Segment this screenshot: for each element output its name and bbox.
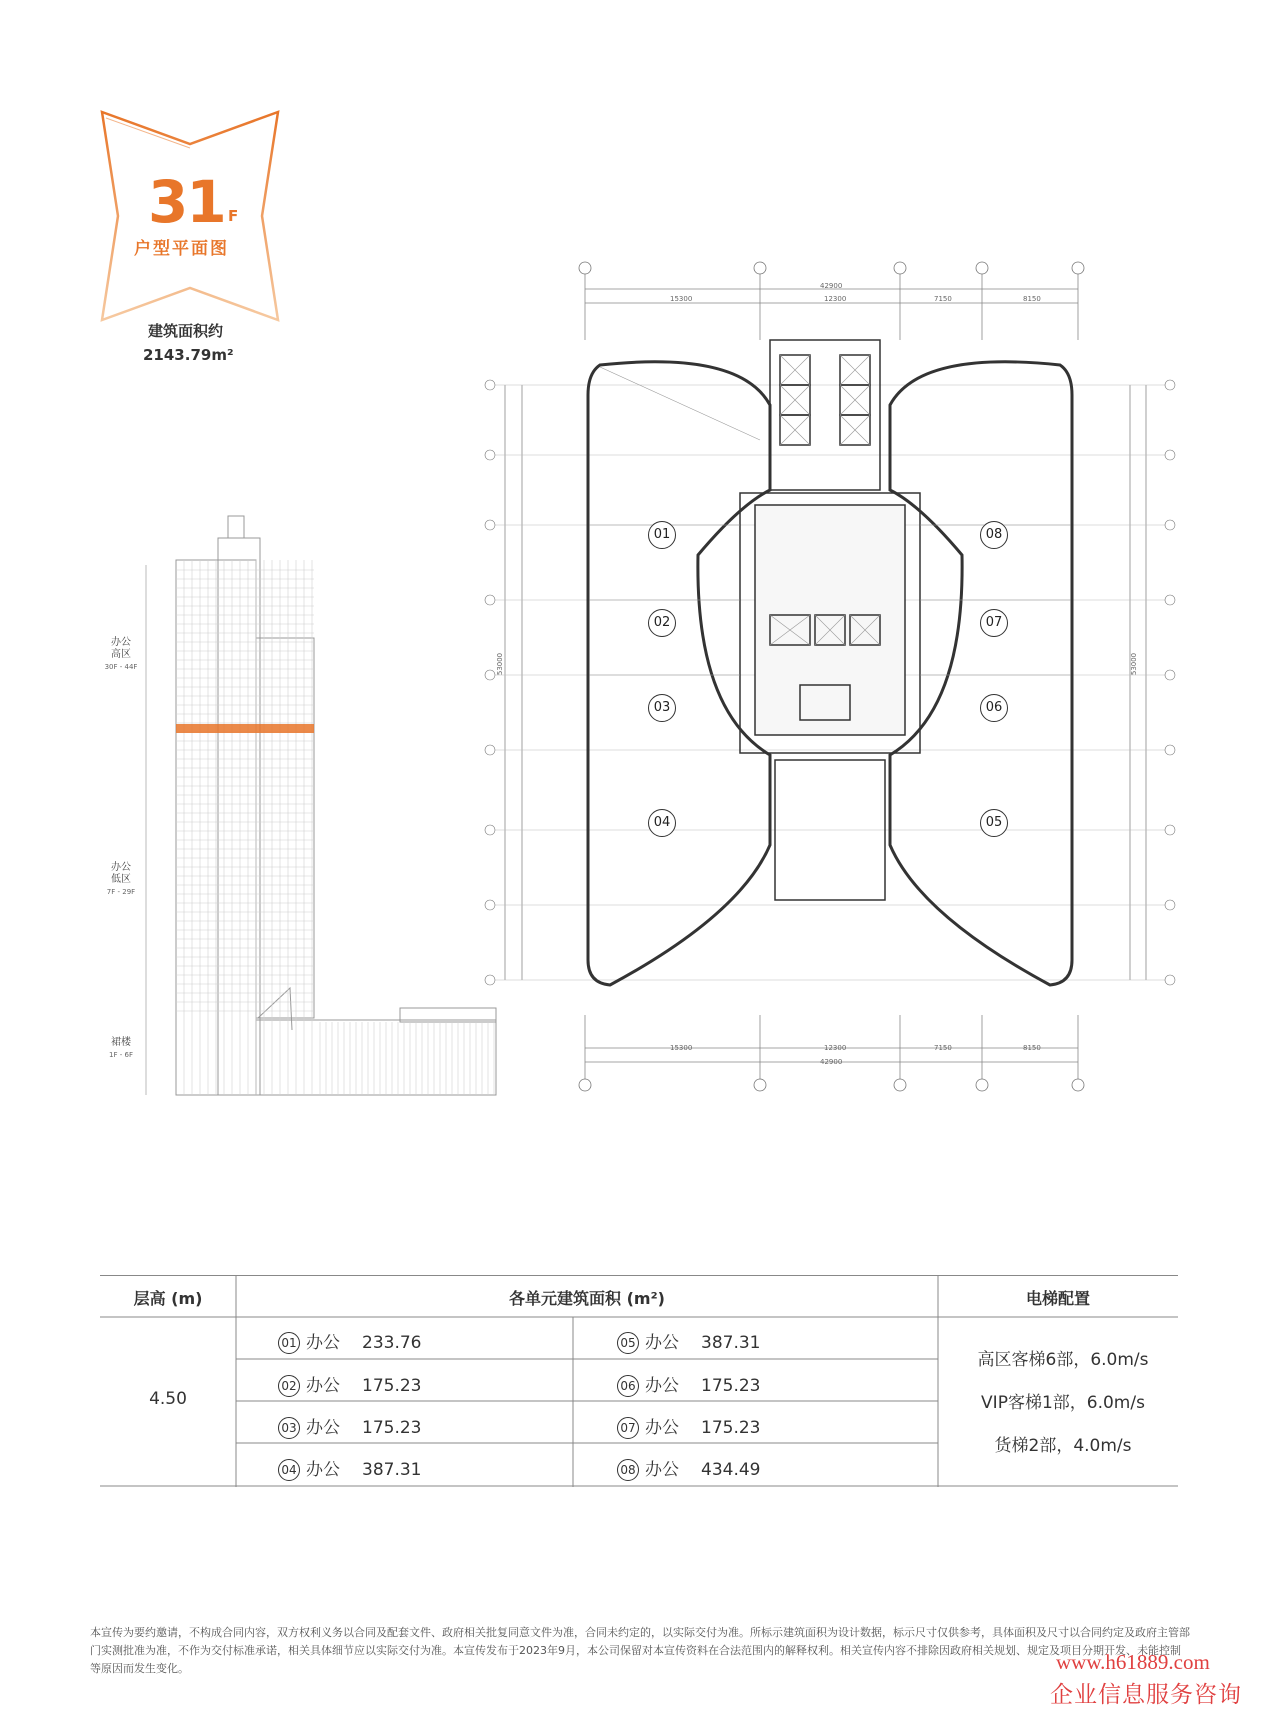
unit-marker: 05 xyxy=(980,809,1008,837)
highlighted-floor-band xyxy=(176,724,314,733)
unit-number-badge: 01 xyxy=(278,1332,300,1354)
unit-use: 办公 xyxy=(306,1333,340,1353)
unit-area-value: 175.23 xyxy=(362,1418,422,1438)
unit-area-cell xyxy=(278,1413,421,1439)
watermark-url: www.h61889.com xyxy=(1056,1650,1210,1674)
watermark-text: 企业信息服务咨询 xyxy=(1050,1682,1242,1708)
zone-range: 30F - 44F xyxy=(104,663,138,671)
unit-area-cell xyxy=(278,1371,421,1397)
zone-name: 高区 xyxy=(111,649,131,660)
dim-bottom-seg: 12300 xyxy=(824,1044,847,1052)
header-floor-height: 层高 (m) xyxy=(133,1289,203,1308)
unit-use: 办公 xyxy=(645,1460,679,1480)
unit-area-cell xyxy=(617,1371,760,1397)
unit-area-cell xyxy=(617,1328,760,1354)
unit-area-cell xyxy=(617,1413,760,1439)
zone-name: 办公 xyxy=(111,862,131,873)
disclaimer-text: 本宣传为要约邀请，不构成合同内容，双方权利义务以合同及配套文件、政府相关批复同意文件为准，合同未约定的，以实际交付为准。所标示建筑面积为设计数据，标示尺寸仅供参考，具体面积及尺寸以合同约定及政府主管部门实测批准为准，不作为交付标准承诺，相关具体细节应以实际交付为准。本宣传发布于2023年9月，本公司保留对本宣传资料在合法范围内的解释权利。相关宣传内容不排除因政府相关规划、规定及项目分期开发、未能控制等原因而发生变化。 xyxy=(90,1626,1190,1675)
unit-area-value: 387.31 xyxy=(701,1333,761,1353)
header-elevator: 电梯配置 xyxy=(1025,1289,1090,1308)
unit-area-value: 233.76 xyxy=(362,1333,422,1353)
unit-use: 办公 xyxy=(306,1418,340,1438)
area-value: 2143.79m² xyxy=(143,346,234,364)
unit-marker: 02 xyxy=(648,609,676,637)
floor-number: 31 xyxy=(148,168,225,236)
zone-range: 7F - 29F xyxy=(106,888,136,896)
floor-plan xyxy=(470,255,1190,1100)
zone-podium xyxy=(86,1037,156,1061)
floor-suffix: F xyxy=(228,207,239,225)
unit-use: 办公 xyxy=(645,1376,679,1396)
dim-top-seg: 7150 xyxy=(934,295,952,303)
dim-top-total: 42900 xyxy=(820,282,843,290)
unit-area-cell xyxy=(617,1455,760,1481)
unit-number-badge: 07 xyxy=(617,1417,639,1439)
dim-top-seg: 15300 xyxy=(670,295,693,303)
header-unit-area: 各单元建筑面积 (m²) xyxy=(509,1289,665,1308)
elevator-config: 货梯2部，4.0m/s xyxy=(994,1436,1132,1456)
zone-name: 低区 xyxy=(111,874,131,885)
zone-low-office xyxy=(86,862,156,898)
dim-top-seg: 12300 xyxy=(824,295,847,303)
floor-height-value: 4.50 xyxy=(149,1389,187,1409)
unit-marker: 06 xyxy=(980,694,1008,722)
unit-number-badge: 03 xyxy=(278,1417,300,1439)
unit-use: 办公 xyxy=(306,1376,340,1396)
dim-bottom-seg: 7150 xyxy=(934,1044,952,1052)
unit-area-value: 175.23 xyxy=(701,1376,761,1396)
unit-number-badge: 02 xyxy=(278,1375,300,1397)
dim-right-total: 53000 xyxy=(1130,652,1139,676)
area-label: 建筑面积约 xyxy=(148,322,224,340)
plan-title: 户型平面图 xyxy=(134,239,229,259)
unit-marker: 04 xyxy=(648,809,676,837)
unit-number-badge: 05 xyxy=(617,1332,639,1354)
elevator-config: VIP客梯1部，6.0m/s xyxy=(981,1393,1145,1413)
unit-area-value: 434.49 xyxy=(701,1460,761,1480)
building-elevation xyxy=(140,510,510,1100)
unit-use: 办公 xyxy=(645,1333,679,1353)
elevator-config: 高区客梯6部，6.0m/s xyxy=(977,1350,1149,1370)
unit-use: 办公 xyxy=(645,1418,679,1438)
unit-area-cell xyxy=(278,1328,421,1354)
unit-area-value: 387.31 xyxy=(362,1460,422,1480)
unit-area-value: 175.23 xyxy=(362,1376,422,1396)
dim-bottom-seg: 15300 xyxy=(670,1044,693,1052)
unit-marker: 07 xyxy=(980,609,1008,637)
unit-use: 办公 xyxy=(306,1460,340,1480)
dim-bottom-total: 42900 xyxy=(820,1058,843,1066)
zone-name: 裙楼 xyxy=(111,1037,131,1048)
zone-high-office xyxy=(86,637,156,673)
zone-range: 1F - 6F xyxy=(109,1051,133,1059)
dim-top-seg: 8150 xyxy=(1023,295,1041,303)
zone-name: 办公 xyxy=(111,637,131,648)
unit-number-badge: 04 xyxy=(278,1459,300,1481)
unit-number-badge: 06 xyxy=(617,1375,639,1397)
unit-marker: 08 xyxy=(980,521,1008,549)
unit-marker: 03 xyxy=(648,694,676,722)
dim-bottom-seg: 8150 xyxy=(1023,1044,1041,1052)
dim-left-total: 53000 xyxy=(496,652,505,676)
unit-number-badge: 08 xyxy=(617,1459,639,1481)
unit-area-cell xyxy=(278,1455,421,1481)
unit-marker: 01 xyxy=(648,521,676,549)
unit-area-value: 175.23 xyxy=(701,1418,761,1438)
